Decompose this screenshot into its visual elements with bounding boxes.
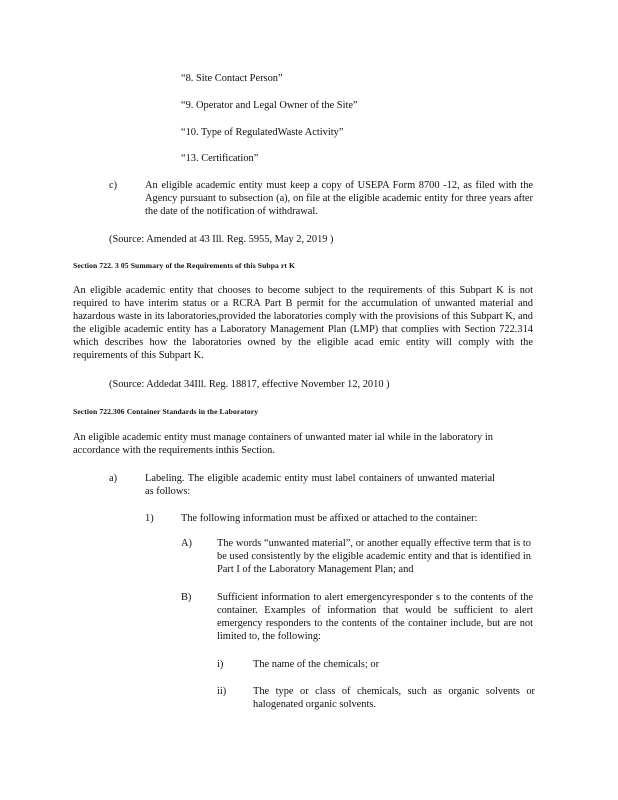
list-item: “8. Site Contact Person” <box>181 73 283 84</box>
source-note: (Source: Amended at 43 Ill. Reg. 5955, May 2, 2019 ) <box>109 234 334 245</box>
list-item: “10. Type of RegulatedWaste Activity” <box>181 127 344 138</box>
item-label: c) <box>109 180 118 191</box>
paragraph: The following information must be affixed or attached to the container: <box>181 513 478 524</box>
item-label: A) <box>181 538 192 549</box>
paragraph: An eligible academic entity must manage containers of unwanted mater ial while in the laboratory in accordance with the requirements inthis Section. <box>73 432 493 456</box>
paragraph: Labeling. The eligible academic entity must label containers of unwanted material as follows: <box>145 473 495 497</box>
paragraph: Sufficient information to alert emergencyresponder s to the contents of the container. Examples of information that would be sufficient to alert emergency responders to the contents of the container include, but are not limited to, the following: <box>217 592 533 642</box>
item-label: ii) <box>217 686 227 697</box>
paragraph: The type or class of chemicals, such as organic solvents or halogenated organic solvents. <box>253 686 535 710</box>
item-label: 1) <box>145 513 154 524</box>
item-label: i) <box>217 659 224 670</box>
section-heading: Section 722.306 Container Standards in the Laboratory <box>73 407 259 416</box>
paragraph: The name of the chemicals; or <box>253 659 380 670</box>
section-heading: Section 722. 3 05 Summary of the Requirements of this Subpa rt K <box>73 261 296 270</box>
list-item: “13. Certification” <box>181 153 259 164</box>
paragraph: The words “unwanted material”, or another equally effective term that is to be used consistently by the eligible academic entity and that is identified in Part I of the Laboratory Management Plan; and <box>217 538 531 575</box>
source-note: (Source: Addedat 34Ill. Reg. 18817, effective November 12, 2010 ) <box>109 379 390 390</box>
paragraph: An eligible academic entity that chooses to become subject to the requirements of this Subpart K is not required to have interim status or a RCRA Part B permit for the accumulation of unwanted material and hazardous waste in its laboratories,provided the laboratories comply with the provisions of this Subpart K, and the eligible academic entity has a Laboratory Management Plan (LMP) that complies with Section 722.314 which describes how the laboratories owned by the eligible acad emic entity will comply with the requirements of this Subpart K. <box>73 285 533 361</box>
list-item: “9. Operator and Legal Owner of the Site” <box>181 100 358 111</box>
paragraph: An eligible academic entity must keep a copy of USEPA Form 8700 -12, as filed with the Agency pursuant to subsection (a), on file at the eligible academic entity for three years after the date of the notification of withdrawal. <box>145 180 533 217</box>
item-label: B) <box>181 592 192 603</box>
item-label: a) <box>109 473 118 484</box>
